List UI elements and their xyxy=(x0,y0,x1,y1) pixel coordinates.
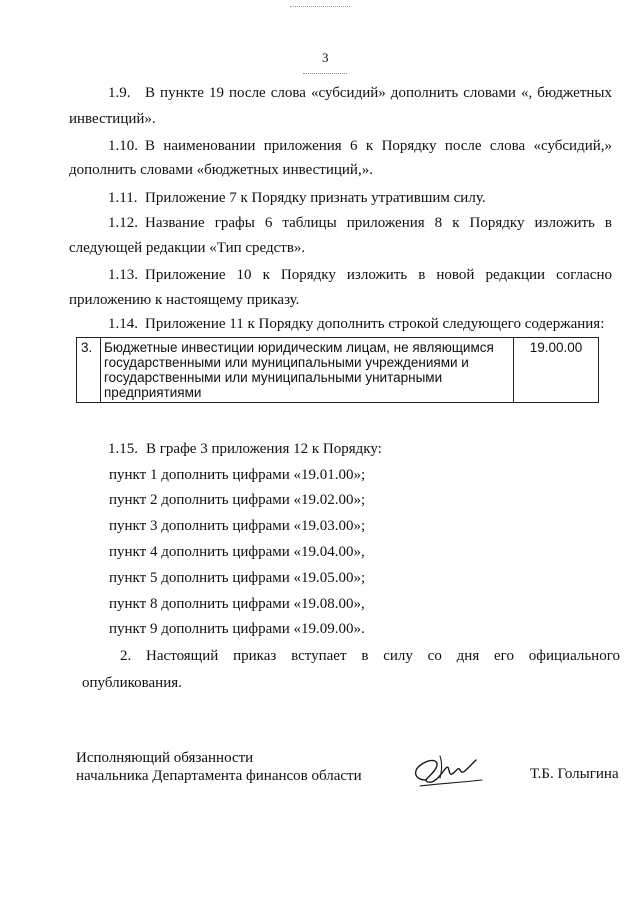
item-1-10-number: 1.10. xyxy=(108,138,138,154)
list-item: пункт 2 дополнить цифрами «19.02.00»; xyxy=(109,492,366,508)
item-1-15-number: 1.15. xyxy=(108,441,138,457)
item-2-line1: 2. Настоящий приказ вступает в силу со дня его официального xyxy=(120,648,620,664)
item-1-14-number: 1.14. xyxy=(108,316,138,332)
item-1-12-line2: следующей редакции «Тип средств». xyxy=(69,240,306,256)
item-1-13-number: 1.13. xyxy=(108,267,138,283)
item-1-13-line1: Приложение 10 к Порядку изложить в новой редакции согласно xyxy=(145,267,612,283)
list-item: пункт 4 дополнить цифрами «19.04.00», xyxy=(109,544,365,560)
page-number: 3 xyxy=(322,50,329,65)
item-1-14-line1: Приложение 11 к Порядку дополнить строкой следующего содержания: xyxy=(145,316,605,332)
item-1-11-number: 1.11. xyxy=(108,190,138,206)
signer-position-line2: начальника Департамента финансов области xyxy=(76,768,362,784)
item-1-9-line1: В пункте 19 после слова «субсидий» дополнить словами «, бюджетных xyxy=(145,85,612,101)
top-scan-mark xyxy=(290,6,350,9)
addition-table xyxy=(76,337,599,403)
list-item: пункт 9 дополнить цифрами «19.09.00». xyxy=(109,621,365,637)
table-cell-code: 19.00.00 xyxy=(514,338,599,403)
item-1-15-intro: В графе 3 приложения 12 к Порядку: xyxy=(146,441,382,457)
list-item: пункт 5 дополнить цифрами «19.05.00»; xyxy=(109,570,366,586)
list-item: пункт 3 дополнить цифрами «19.03.00»; xyxy=(109,518,366,534)
item-1-12-number: 1.12. xyxy=(108,215,138,231)
table-cell-number: 3. xyxy=(77,338,101,403)
item-1-13-line2: приложению к настоящему приказу. xyxy=(69,292,300,308)
item-1-9-number: 1.9. xyxy=(108,85,131,101)
item-1-11-line1: Приложение 7 к Порядку признать утратившим силу. xyxy=(145,190,486,206)
list-item: пункт 1 дополнить цифрами «19.01.00»; xyxy=(109,467,366,483)
signer-position-line1: Исполняющий обязанности xyxy=(76,750,254,766)
item-1-10-line1: В наименовании приложения 6 к Порядку после слова «субсидий,» xyxy=(145,138,612,154)
item-1-12-line1: Название графы 6 таблицы приложения 8 к Порядку изложить в xyxy=(145,215,612,231)
item-2-line2: опубликования. xyxy=(82,675,182,691)
table-cell-text: Бюджетные инвестиции юридическим лицам, не являющимся государственными или муниципальными учреждениями и государственными или муниципальными унитарными предприятиями xyxy=(101,338,514,403)
list-item: пункт 8 дополнить цифрами «19.08.00», xyxy=(109,596,365,612)
handwritten-signature xyxy=(406,750,488,792)
signer-name: Т.Б. Голыгина xyxy=(530,766,619,782)
item-1-9-line2: инвестиций». xyxy=(69,111,156,127)
page-number-rule xyxy=(303,73,347,74)
item-1-10-line2: дополнить словами «бюджетных инвестиций,». xyxy=(69,162,373,178)
table-row xyxy=(77,338,599,403)
